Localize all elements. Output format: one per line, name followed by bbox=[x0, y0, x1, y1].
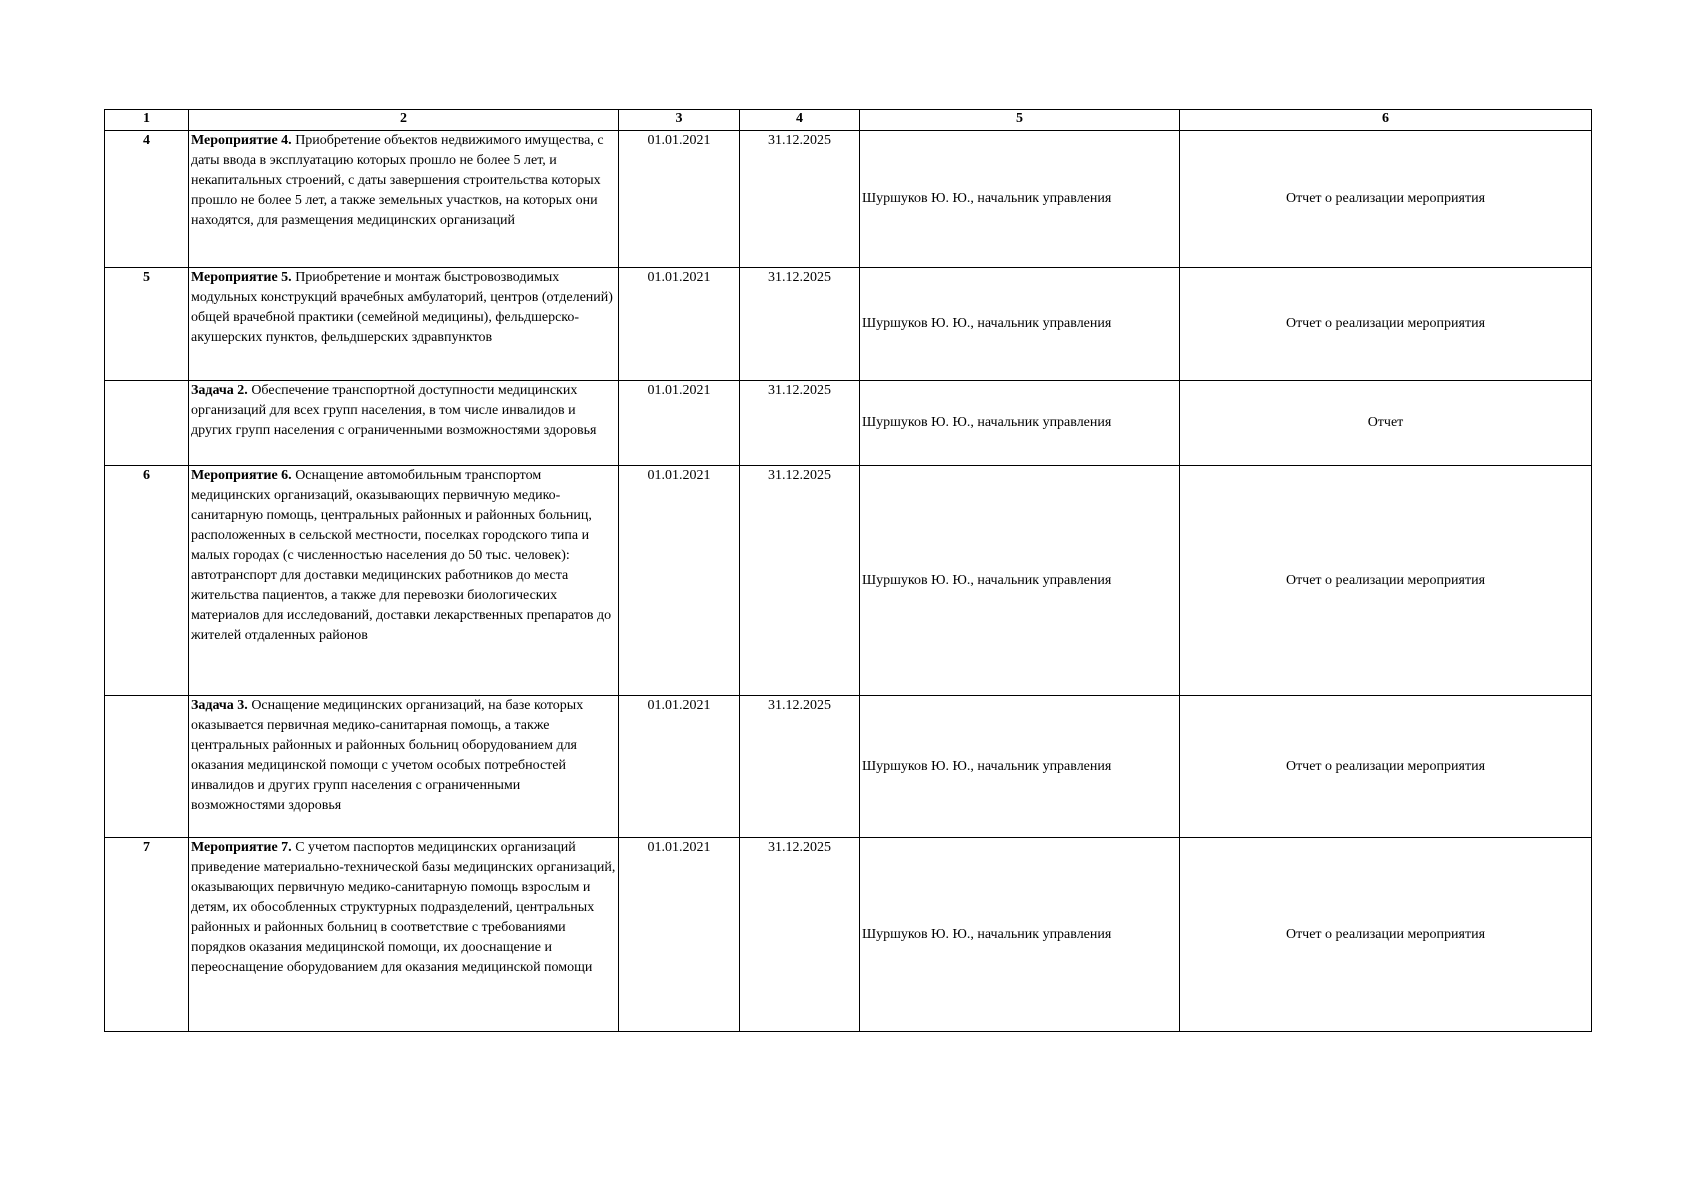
row-label: Мероприятие 6. bbox=[191, 468, 292, 483]
header-row bbox=[105, 110, 1592, 131]
row-text: Оснащение медицинских организаций, на базе которых оказывается первичная медико-санитарная помощь, а также центральных районных и районных больниц оборудованием для оказания медицинской помощи с учетом особых потребностей инвалидов и других групп населения с ограниченными возможностями здоровья bbox=[191, 698, 584, 813]
row-text: Приобретение и монтаж быстровозводимых модульных конструкций врачебных амбулаторий, центров (отделений) общей врачебной практики (семейной медицины), фельдшерско-акушерских пунктов, фельдшерских здравпунктов bbox=[191, 270, 613, 345]
row-label: Задача 3. bbox=[191, 698, 248, 713]
row-end-date: 31.12.2025 bbox=[740, 131, 860, 268]
table-row bbox=[105, 466, 1592, 696]
row-result: Отчет о реализации мероприятия bbox=[1180, 838, 1592, 1032]
row-description bbox=[189, 696, 619, 838]
row-start-date: 01.01.2021 bbox=[619, 268, 740, 381]
row-description bbox=[189, 268, 619, 381]
row-end-date: 31.12.2025 bbox=[740, 381, 860, 466]
row-responsible: Шуршуков Ю. Ю., начальник управления bbox=[860, 131, 1180, 268]
row-end-date: 31.12.2025 bbox=[740, 696, 860, 838]
row-description bbox=[189, 838, 619, 1032]
row-text: Оснащение автомобильным транспортом медицинских организаций, оказывающих первичную медико-санитарную помощь, центральных районных и районных больниц, расположенных в сельской местности, поселках городского типа и малых городах (с численностью населения до 50 тыс. человек): автотранспорт для доставки медицинских работников до места жительства пациентов, а также для перевозки биологических материалов для исследований, доставки лекарственных препаратов до жителей отдаленных районов bbox=[191, 468, 612, 643]
row-end-date: 31.12.2025 bbox=[740, 838, 860, 1032]
activities-table bbox=[104, 109, 1592, 1032]
header-col-5: 5 bbox=[860, 110, 1180, 131]
document-page bbox=[104, 109, 1591, 1032]
row-result: Отчет о реализации мероприятия bbox=[1180, 466, 1592, 696]
header-col-4: 4 bbox=[740, 110, 860, 131]
header-col-3: 3 bbox=[619, 110, 740, 131]
row-number: 5 bbox=[105, 268, 189, 381]
header-col-1: 1 bbox=[105, 110, 189, 131]
row-number bbox=[105, 696, 189, 838]
header-col-2: 2 bbox=[189, 110, 619, 131]
row-description bbox=[189, 466, 619, 696]
row-result: Отчет о реализации мероприятия bbox=[1180, 131, 1592, 268]
table-row bbox=[105, 838, 1592, 1032]
row-result: Отчет о реализации мероприятия bbox=[1180, 268, 1592, 381]
row-number: 4 bbox=[105, 131, 189, 268]
row-label: Задача 2. bbox=[191, 383, 248, 398]
row-end-date: 31.12.2025 bbox=[740, 466, 860, 696]
row-responsible: Шуршуков Ю. Ю., начальник управления bbox=[860, 838, 1180, 1032]
row-text: С учетом паспортов медицинских организаций приведение материально-технической базы медицинских организаций, оказывающих первичную медико-санитарную помощь взрослым и детям, их обособленных структурных подразделений, центральных районных и районных больниц в соответствие с требованиями порядков оказания медицинской помощи, их дооснащение и переоснащение оборудованием для оказания медицинской помощи bbox=[191, 840, 616, 975]
row-text: Приобретение объектов недвижимого имущества, с даты ввода в эксплуатацию которых прошло не более 5 лет, и некапитальных строений, с даты завершения строительства которых прошло не более 5 лет, а также земельных участков, на которых они находятся, для размещения медицинских организаций bbox=[191, 133, 604, 228]
row-text: Обеспечение транспортной доступности медицинских организаций для всех групп населения, в том числе инвалидов и других групп населения с ограниченными возможностями здоровья bbox=[191, 383, 597, 438]
row-start-date: 01.01.2021 bbox=[619, 466, 740, 696]
table-row bbox=[105, 381, 1592, 466]
row-start-date: 01.01.2021 bbox=[619, 838, 740, 1032]
row-start-date: 01.01.2021 bbox=[619, 381, 740, 466]
row-label: Мероприятие 4. bbox=[191, 133, 292, 148]
row-description bbox=[189, 381, 619, 466]
row-label: Мероприятие 7. bbox=[191, 840, 292, 855]
header-col-6: 6 bbox=[1180, 110, 1592, 131]
row-responsible: Шуршуков Ю. Ю., начальник управления bbox=[860, 466, 1180, 696]
row-end-date: 31.12.2025 bbox=[740, 268, 860, 381]
row-label: Мероприятие 5. bbox=[191, 270, 292, 285]
row-result: Отчет bbox=[1180, 381, 1592, 466]
row-start-date: 01.01.2021 bbox=[619, 131, 740, 268]
row-number: 7 bbox=[105, 838, 189, 1032]
row-responsible: Шуршуков Ю. Ю., начальник управления bbox=[860, 381, 1180, 466]
row-number bbox=[105, 381, 189, 466]
row-responsible: Шуршуков Ю. Ю., начальник управления bbox=[860, 268, 1180, 381]
row-result: Отчет о реализации мероприятия bbox=[1180, 696, 1592, 838]
row-responsible: Шуршуков Ю. Ю., начальник управления bbox=[860, 696, 1180, 838]
row-start-date: 01.01.2021 bbox=[619, 696, 740, 838]
table-row bbox=[105, 696, 1592, 838]
row-number: 6 bbox=[105, 466, 189, 696]
table-row bbox=[105, 268, 1592, 381]
table-row bbox=[105, 131, 1592, 268]
row-description bbox=[189, 131, 619, 268]
